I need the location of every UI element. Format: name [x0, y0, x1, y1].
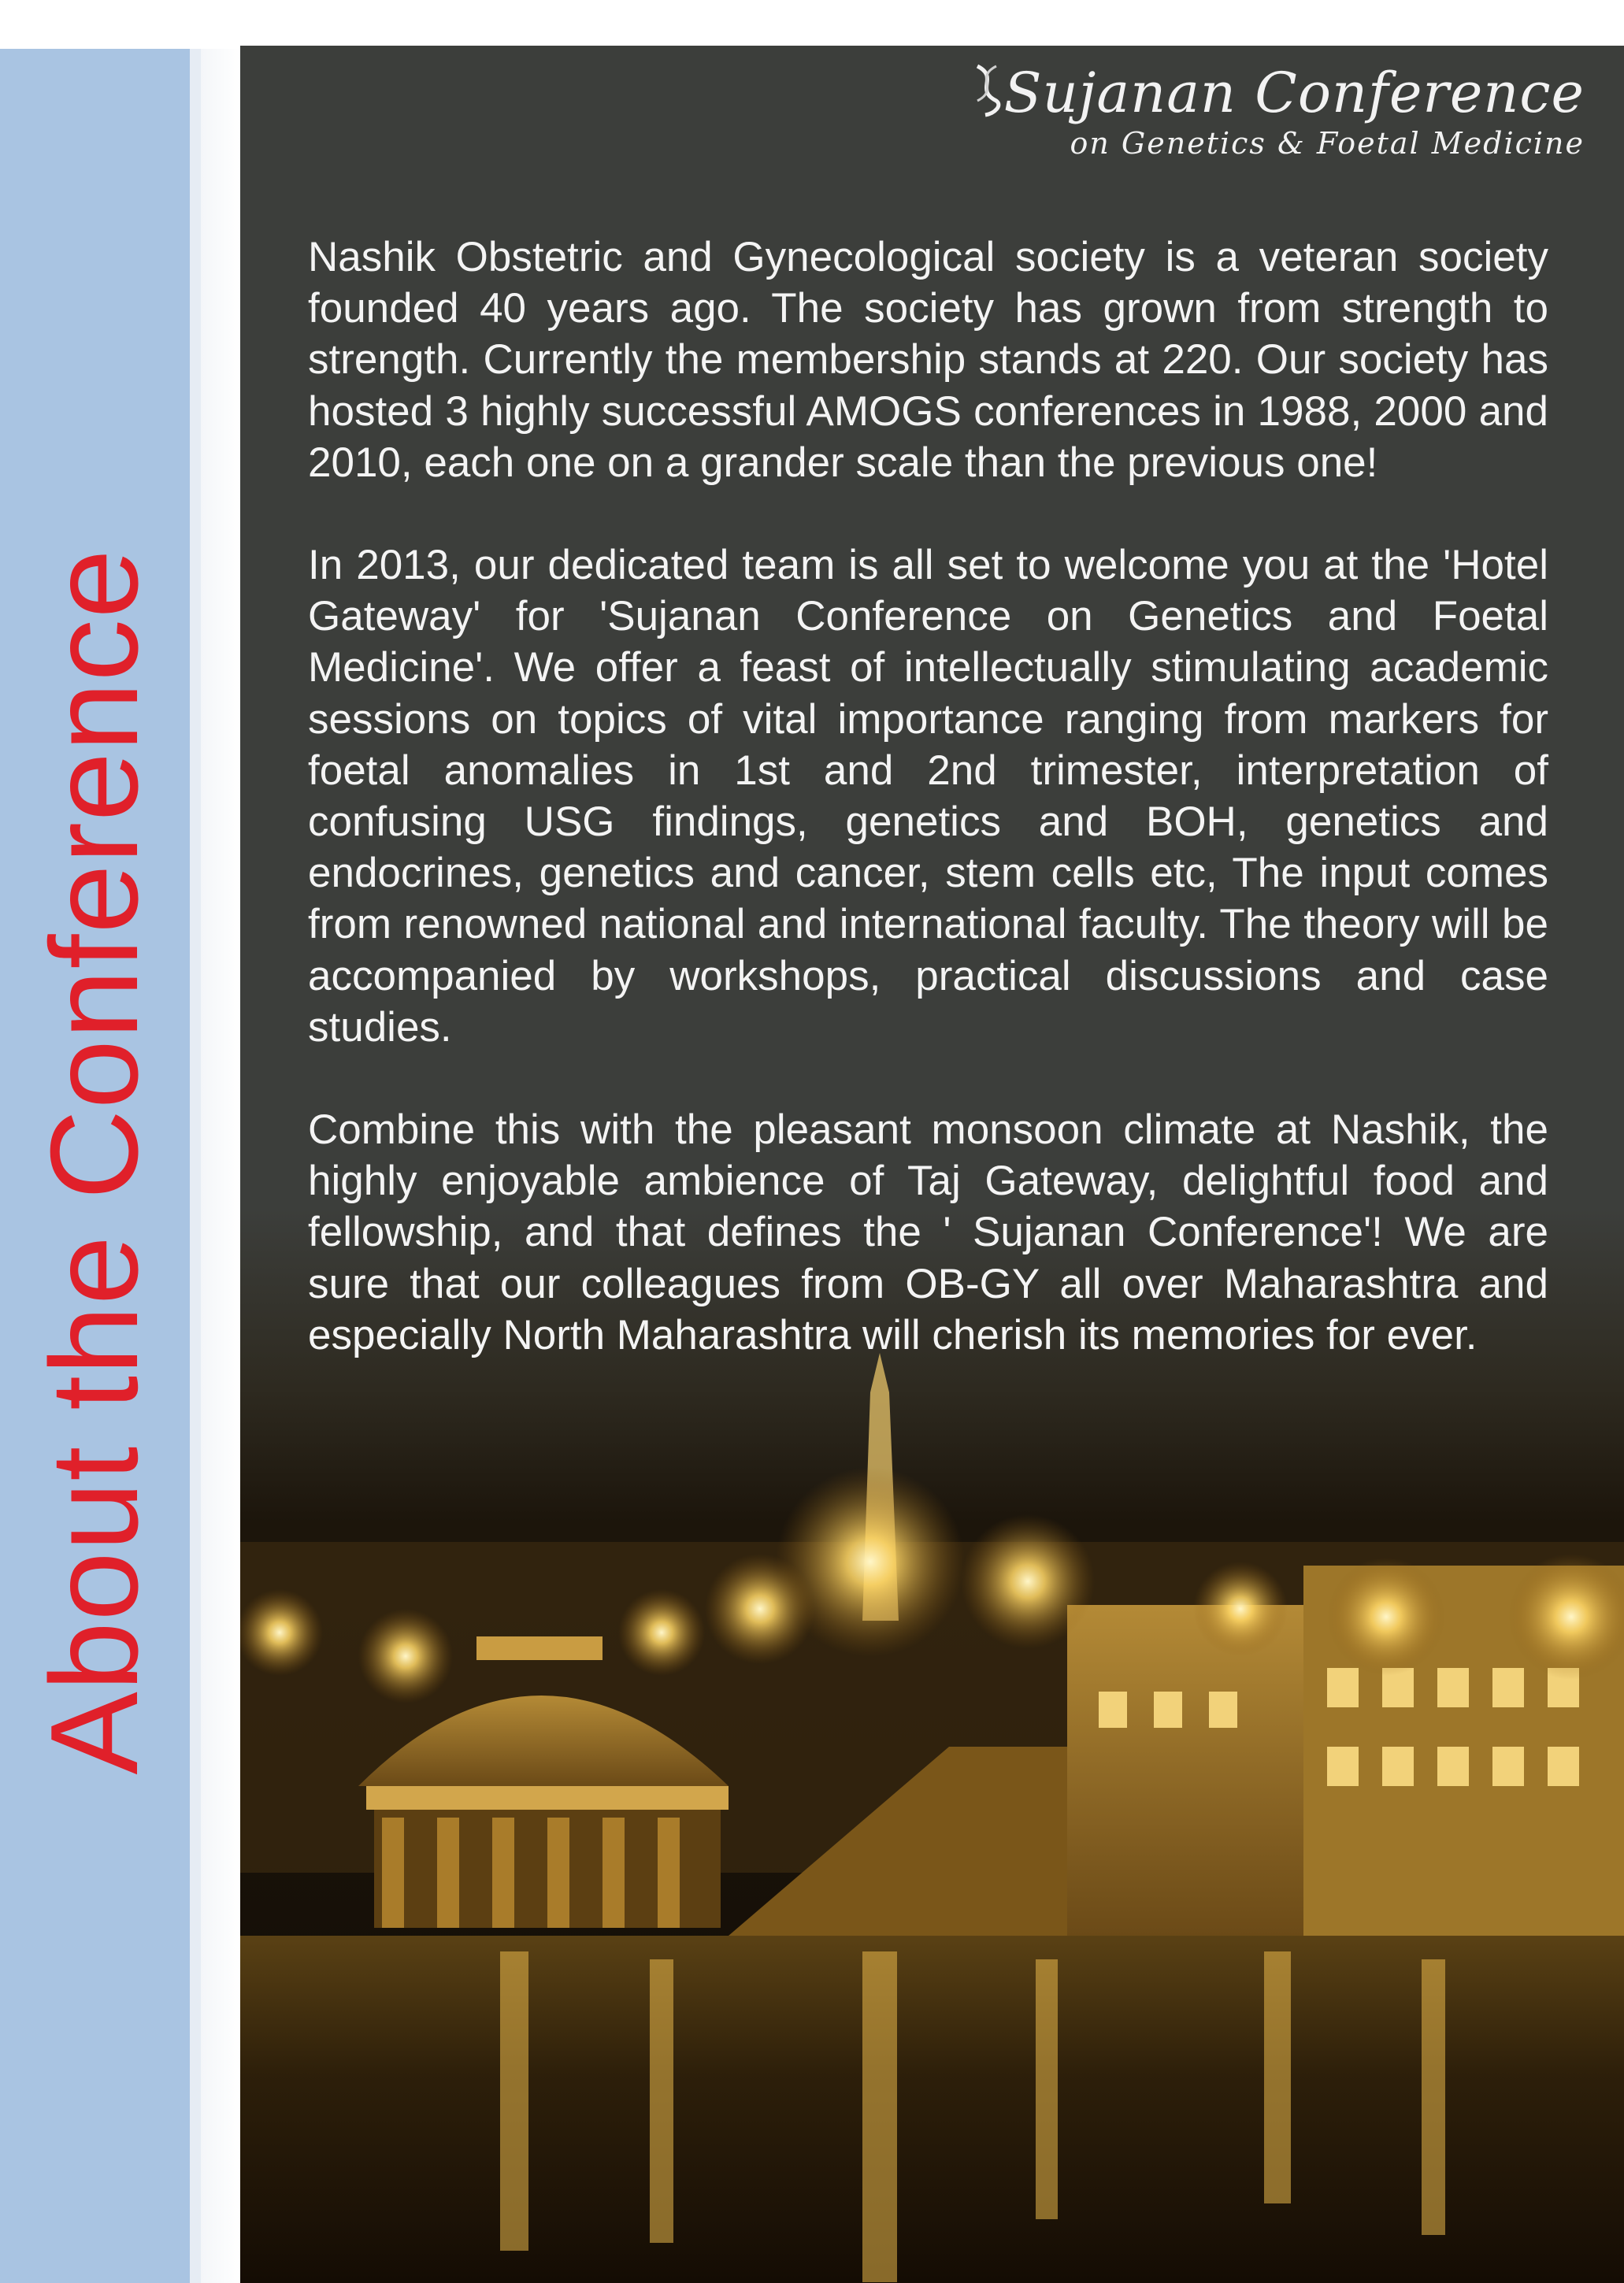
paragraph-society: Nashik Obstetric and Gynecological society is a veteran society founded 40 years ago. The society has grown from strength to strength. Currently the membership stands at 220. Our society has hosted 3 highly successful AMOGS conferences in 1988, 2000 and 2010, each one on a grander scale than the previous one! [308, 234, 1548, 486]
side-gutter [201, 49, 240, 2283]
side-title: About the Conference [25, 548, 164, 1775]
paragraph-nashik: Combine this with the pleasant monsoon climate at Nashik, the highly enjoyable ambience of Taj Gateway, delightful food and fellowship, and that defines the ' Sujanan Conference'! We are sure that our colleagues from OB-GY all over Maharashtra and especially North Maharashtra will cherish its memories for ever. [308, 1106, 1548, 1358]
dna-icon [971, 63, 1003, 118]
logo-subtitle: on Genetics & Foetal Medicine [1070, 126, 1585, 161]
logo-title: Sujanan Conference [1003, 61, 1585, 125]
paragraph-conference: In 2013, our dedicated team is all set to welcome you at the 'Hotel Gateway' for 'Sujanan Conference on Genetics and Foetal Medicine'. We offer a feast of intellectually stimulating academic sessions on topics of vital importance ranging from markers for foetal anomalies in 1st and 2nd trimester, interpretation of confusing USG findings, genetics and BOH, genetics and endocrines, genetics and cancer, stem cells etc, The input comes from renowned national and international faculty. The theory will be accompanied by workshops, practical discussions and case studies. [308, 542, 1548, 1051]
about-text [308, 232, 1548, 1412]
side-divider [190, 49, 201, 2283]
conference-logo [971, 61, 1585, 161]
content-panel [240, 46, 1624, 2283]
